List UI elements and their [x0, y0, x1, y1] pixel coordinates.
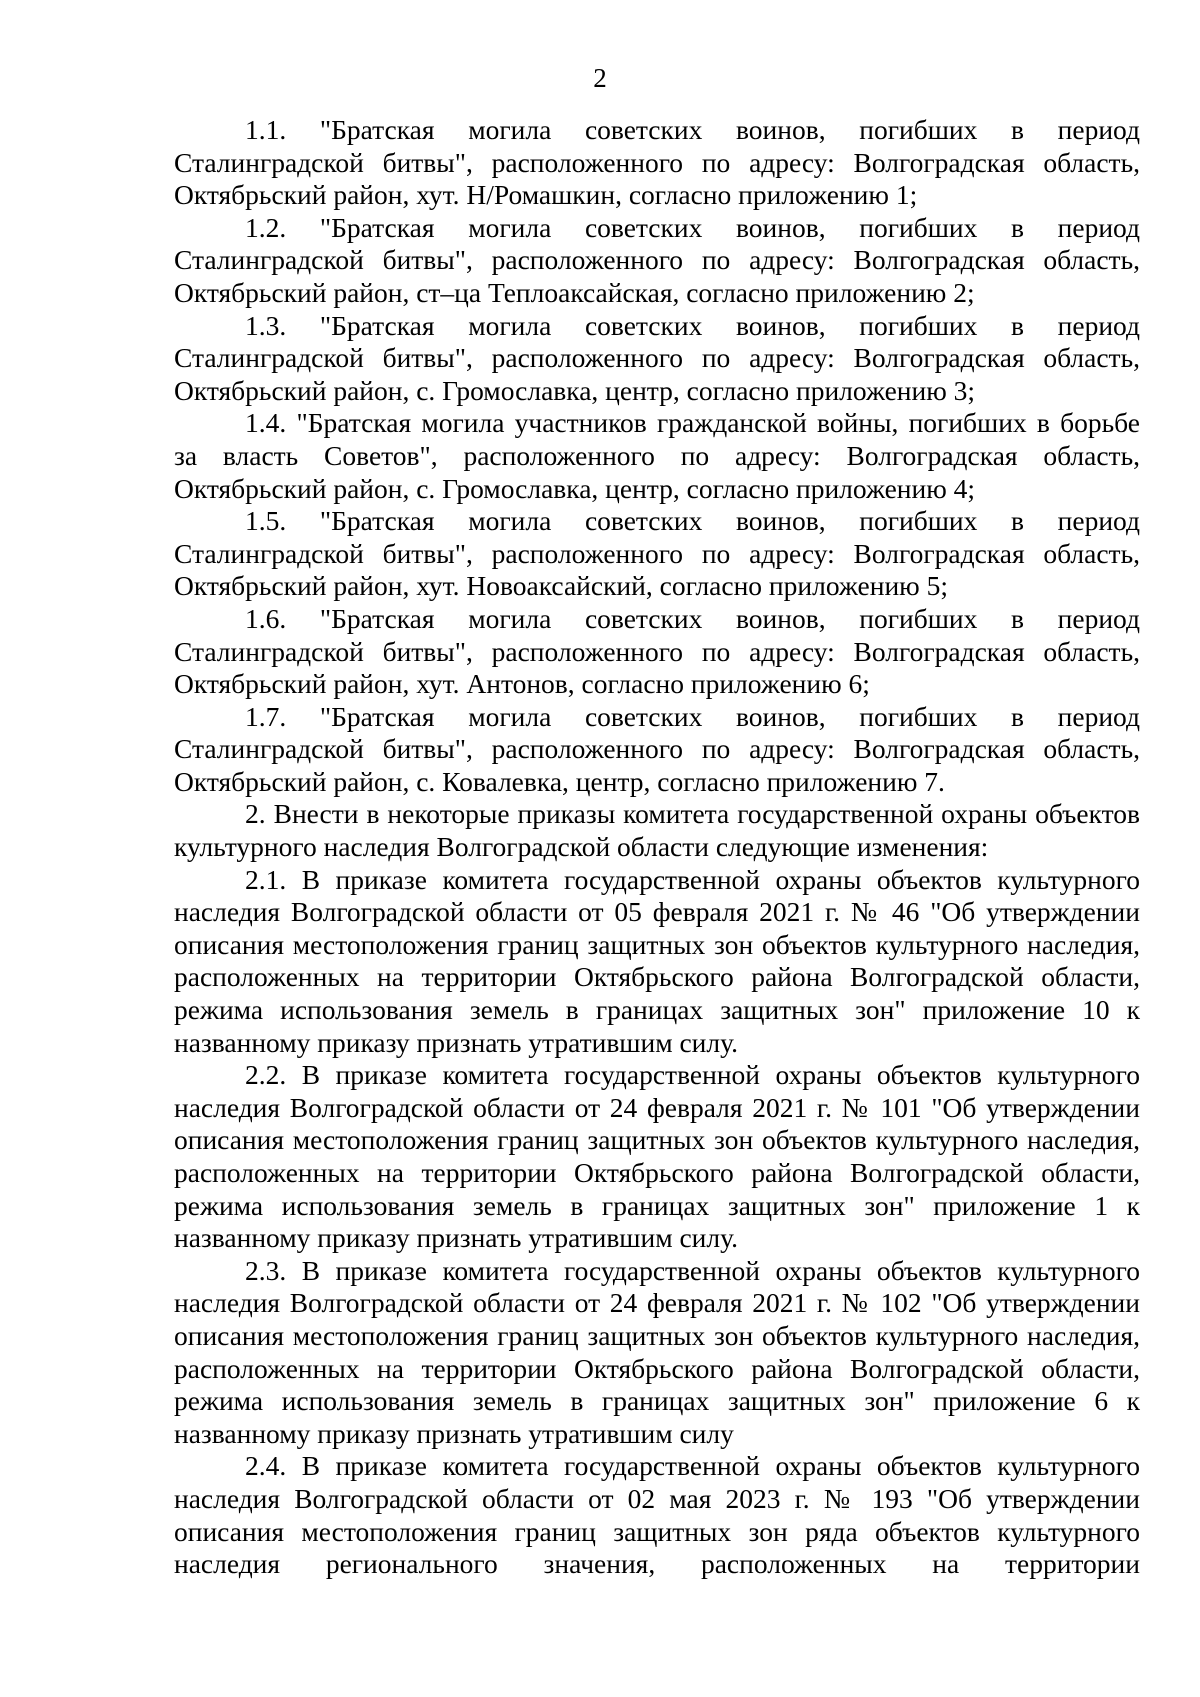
paragraph-1-7: 1.7. "Братская могила советских воинов, погибших в период Сталинградской битвы", расположенного по адресу: Волгоградская область, Октябрьский район, с. Ковалевка, центр, согласно приложению 7. — [174, 700, 1140, 797]
paragraph-1-5: 1.5. "Братская могила советских воинов, погибших в период Сталинградской битвы", расположенного по адресу: Волгоградская область, Октябрьский район, хут. Новоаксайский, согласно приложению 5; — [174, 505, 1140, 602]
document-body — [174, 114, 1140, 1581]
paragraph-2-3: 2.3. В приказе комитета государственной охраны объектов культурного наследия Волгоградской области от 24 февраля 2021 г. № 102 "Об утверждении описания местоположения границ защитных зон объектов культурного наследия, расположенных на территории Октябрьского района Волгоградской области, режима использования земель в границах защитных зон" приложение 6 к названному приказу признать утратившим силу — [174, 1254, 1140, 1449]
paragraph-1-6: 1.6. "Братская могила советских воинов, погибших в период Сталинградской битвы", расположенного по адресу: Волгоградская область, Октябрьский район, хут. Антонов, согласно приложению 6; — [174, 602, 1140, 700]
paragraph-1-4: 1.4. "Братская могила участников гражданской войны, погибших в борьбе за власть Советов", расположенного по адресу: Волгоградская область, Октябрьский район, с. Громославка, центр, согласно приложению 4; — [174, 407, 1140, 504]
paragraph-1-3: 1.3. "Братская могила советских воинов, погибших в период Сталинградской битвы", расположенного по адресу: Волгоградская область, Октябрьский район, с. Громославка, центр, согласно приложению 3; — [174, 309, 1140, 406]
paragraph-1-2: 1.2. "Братская могила советских воинов, погибших в период Сталинградской битвы", расположенного по адресу: Волгоградская область, Октябрьский район, ст–ца Теплоаксайская, согласно приложению 2; — [174, 211, 1140, 308]
paragraph-2-4: 2.4. В приказе комитета государственной охраны объектов культурного наследия Волгоградской области от 02 мая 2023 г. № 193 "Об утверждении описания местоположения границ защитных зон ряда объектов культурного наследия регионального значения, расположенных на территории — [174, 1450, 1140, 1580]
paragraph-1-1: 1.1. "Братская могила советских воинов, погибших в период Сталинградской битвы", расположенного по адресу: Волгоградская область, Октябрьский район, хут. Н/Ромашкин, согласно приложению 1; — [174, 114, 1140, 211]
paragraph-2: 2. Внести в некоторые приказы комитета государственной охраны объектов культурного наследия Волгоградской области следующие изменения: — [174, 798, 1140, 863]
paragraph-2-1: 2.1. В приказе комитета государственной охраны объектов культурного наследия Волгоградской области от 05 февраля 2021 г. № 46 "Об утверждении описания местоположения границ защитных зон объектов культурного наследия, расположенных на территории Октябрьского района Волгоградской области, режима использования земель в границах защитных зон" приложение 10 к названному приказу признать утратившим силу. — [174, 863, 1140, 1058]
page-number: 2 — [593, 63, 607, 93]
paragraph-2-2: 2.2. В приказе комитета государственной охраны объектов культурного наследия Волгоградской области от 24 февраля 2021 г. № 101 "Об утверждении описания местоположения границ защитных зон объектов культурного наследия, расположенных на территории Октябрьского района Волгоградской области, режима использования земель в границах защитных зон" приложение 1 к названному приказу признать утратившим силу. — [174, 1059, 1140, 1254]
